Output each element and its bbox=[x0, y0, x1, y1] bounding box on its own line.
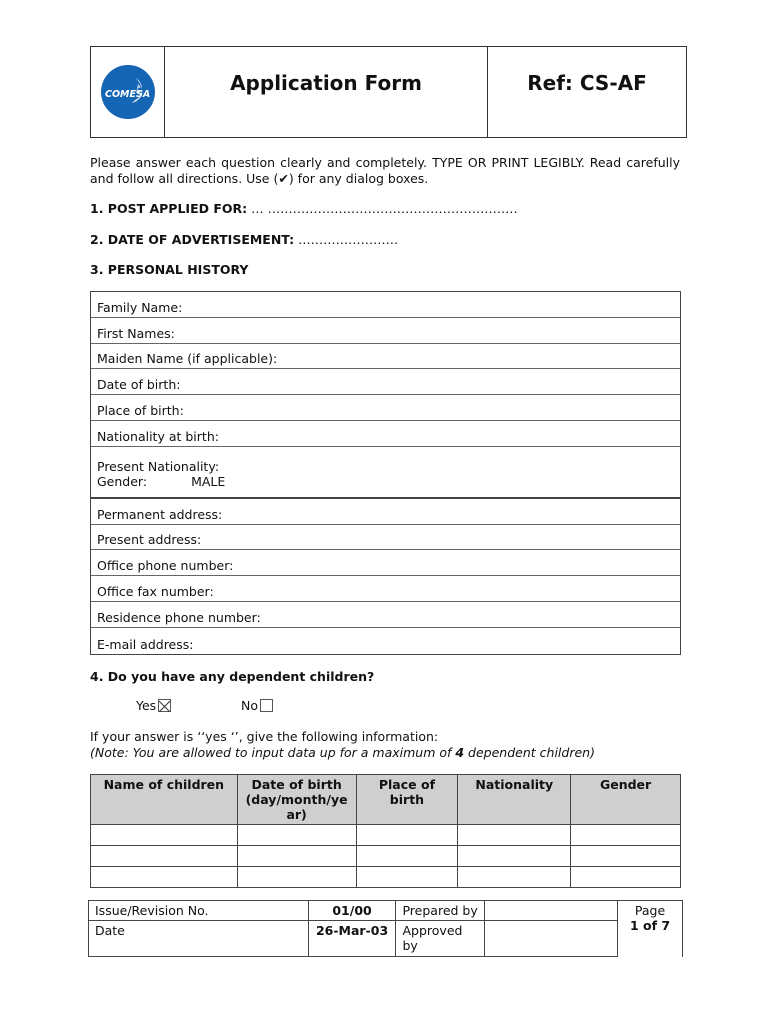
note-prefix: (Note: You are allowed to input data up for a maximum of bbox=[90, 745, 456, 760]
post-applied-label: 1. POST APPLIED FOR: bbox=[90, 201, 248, 216]
table-cell[interactable] bbox=[91, 867, 238, 888]
permanent-address-field[interactable] bbox=[91, 499, 680, 525]
issue-value: 01/00 bbox=[308, 901, 396, 921]
permanent-address-label: Permanent address: bbox=[97, 506, 223, 522]
nationality-at-birth-label: Nationality at birth: bbox=[97, 428, 219, 444]
table-cell[interactable] bbox=[237, 846, 356, 867]
date-label: Date bbox=[89, 921, 309, 957]
no-checkbox[interactable] bbox=[260, 699, 273, 712]
yes-option[interactable] bbox=[136, 698, 171, 713]
gender-line bbox=[97, 474, 225, 489]
present-nationality-label: Present Nationality: bbox=[97, 458, 220, 474]
children-table-header bbox=[91, 775, 681, 825]
table-row bbox=[91, 846, 681, 867]
header-nationality: Nationality bbox=[458, 775, 571, 825]
date-of-birth-label: Date of birth: bbox=[97, 377, 181, 393]
table-cell[interactable] bbox=[237, 825, 356, 846]
present-address-label: Present address: bbox=[97, 532, 202, 548]
footer-row-issue bbox=[89, 901, 683, 921]
email-label: E-mail address: bbox=[97, 636, 194, 652]
residence-phone-label: Residence phone number: bbox=[97, 609, 261, 625]
table-cell[interactable] bbox=[356, 825, 458, 846]
approved-value[interactable] bbox=[485, 921, 618, 957]
table-cell[interactable] bbox=[356, 867, 458, 888]
place-of-birth-label: Place of birth: bbox=[97, 402, 184, 418]
header-date-of-birth: Date of birth (day/month/ye ar) bbox=[237, 775, 356, 825]
no-option[interactable] bbox=[241, 698, 273, 713]
table-row bbox=[91, 825, 681, 846]
advertisement-date-label: 2. DATE OF ADVERTISEMENT: bbox=[90, 232, 295, 247]
family-name-field[interactable] bbox=[91, 292, 680, 318]
issue-label: Issue/Revision No. bbox=[89, 901, 309, 921]
present-nationality-gender-field[interactable] bbox=[91, 447, 680, 499]
checked-cross-icon bbox=[159, 701, 170, 712]
header-place-of-birth: Place of birth bbox=[356, 775, 458, 825]
table-cell[interactable] bbox=[458, 846, 571, 867]
question-post-applied[interactable] bbox=[90, 201, 518, 216]
logo-text: COMESA bbox=[104, 89, 150, 100]
office-phone-field[interactable] bbox=[91, 550, 680, 576]
personal-history-table bbox=[90, 291, 681, 655]
footer-row-date bbox=[89, 921, 683, 957]
children-note bbox=[90, 745, 595, 760]
family-name-label: Family Name: bbox=[97, 299, 183, 315]
page-value: 1 of 7 bbox=[629, 918, 671, 933]
children-table bbox=[90, 774, 681, 888]
table-row bbox=[91, 867, 681, 888]
table-cell[interactable] bbox=[458, 825, 571, 846]
table-cell[interactable] bbox=[571, 825, 681, 846]
header-name-of-children: Name of children bbox=[91, 775, 238, 825]
advertisement-date-field[interactable]: …………………… bbox=[294, 232, 399, 247]
first-names-field[interactable] bbox=[91, 318, 680, 344]
nationality-at-birth-field[interactable] bbox=[91, 421, 680, 447]
office-fax-field[interactable] bbox=[91, 576, 680, 602]
table-cell[interactable] bbox=[356, 846, 458, 867]
residence-phone-field[interactable] bbox=[91, 602, 680, 628]
table-cell[interactable] bbox=[458, 867, 571, 888]
present-address-field[interactable] bbox=[91, 525, 680, 551]
page-cell bbox=[618, 901, 683, 957]
yes-checkbox[interactable] bbox=[158, 699, 171, 712]
dependent-children-question: 4. Do you have any dependent children? bbox=[90, 669, 375, 684]
office-phone-label: Office phone number: bbox=[97, 558, 234, 574]
comesa-logo bbox=[100, 64, 156, 120]
note-max-number: 4 bbox=[455, 745, 465, 760]
first-names-label: First Names: bbox=[97, 325, 175, 341]
table-cell[interactable] bbox=[571, 846, 681, 867]
post-applied-field[interactable]: … …………………………………………………… bbox=[247, 201, 518, 216]
gender-value[interactable]: MALE bbox=[191, 473, 226, 489]
table-cell[interactable] bbox=[91, 846, 238, 867]
form-header bbox=[90, 46, 687, 138]
email-field[interactable] bbox=[91, 628, 680, 654]
approved-label: Approved by bbox=[396, 921, 485, 957]
document-control-table bbox=[88, 900, 683, 957]
instructions: Please answer each question clearly and completely. TYPE OR PRINT LEGIBLY. Read carefully and follow all directions. Use (✔) for any dialog boxes. bbox=[90, 155, 680, 186]
date-of-birth-field[interactable] bbox=[91, 369, 680, 395]
gender-label: Gender: bbox=[97, 473, 148, 489]
maiden-name-field[interactable] bbox=[91, 344, 680, 370]
maiden-name-label: Maiden Name (if applicable): bbox=[97, 351, 278, 367]
header-gender: Gender bbox=[571, 775, 681, 825]
personal-history-heading: 3. PERSONAL HISTORY bbox=[90, 262, 249, 277]
date-value: 26-Mar-03 bbox=[308, 921, 396, 957]
prepared-label: Prepared by bbox=[396, 901, 485, 921]
note-suffix: dependent children) bbox=[464, 745, 595, 760]
children-instruction: If your answer is ‘‘yes ‘’, give the following information: bbox=[90, 729, 439, 744]
no-label: No bbox=[241, 698, 258, 713]
table-cell[interactable] bbox=[91, 825, 238, 846]
form-reference: Ref: CS-AF bbox=[527, 71, 647, 95]
form-title: Application Form bbox=[165, 47, 488, 137]
page-label: Page bbox=[634, 903, 666, 918]
yes-label: Yes bbox=[136, 698, 157, 713]
office-fax-label: Office fax number: bbox=[97, 583, 214, 599]
prepared-value[interactable] bbox=[485, 901, 618, 921]
question-date-of-advertisement[interactable] bbox=[90, 232, 398, 247]
table-cell[interactable] bbox=[571, 867, 681, 888]
table-cell[interactable] bbox=[237, 867, 356, 888]
place-of-birth-field[interactable] bbox=[91, 395, 680, 421]
logo-cell bbox=[91, 47, 165, 137]
